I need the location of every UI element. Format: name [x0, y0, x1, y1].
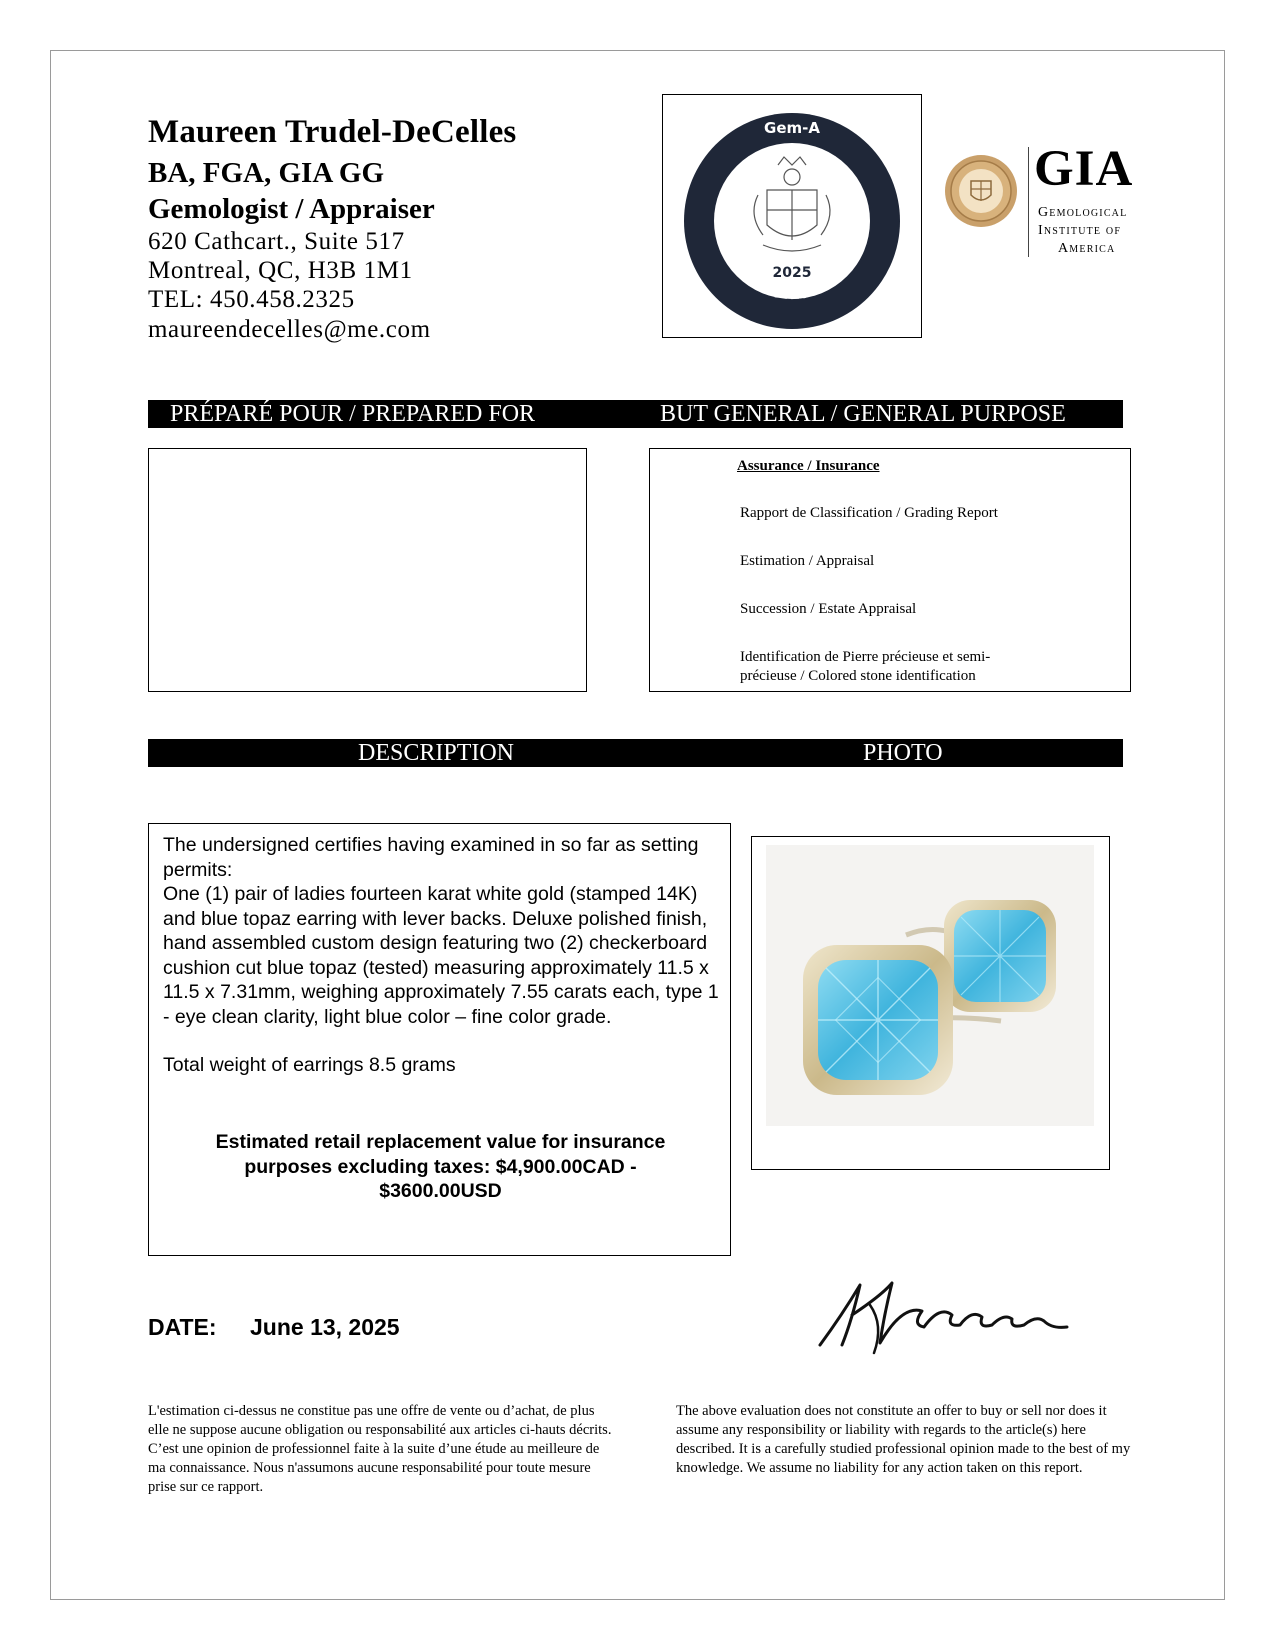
- gia-name-line-3: America: [1058, 241, 1116, 256]
- general-purpose-heading: BUT GENERAL / GENERAL PURPOSE: [660, 401, 1066, 427]
- section-bar-description-photo: [148, 739, 1123, 767]
- date-label: DATE:: [148, 1314, 217, 1340]
- appraiser-role: Gemologist / Appraiser: [148, 193, 435, 225]
- general-purpose-box: [649, 448, 1131, 692]
- section-bar-prepared-purpose: [148, 400, 1123, 428]
- purpose-item: Rapport de Classification / Grading Report: [740, 505, 998, 521]
- photo-box: [751, 836, 1110, 1170]
- description-intro: The undersigned certifies having examined in so far as setting permits:: [163, 834, 699, 881]
- description-heading: DESCRIPTION: [358, 740, 515, 766]
- appraiser-address-line-2: Montreal, QC, H3B 1M1: [148, 257, 413, 284]
- description-body: One (1) pair of ladies fourteen karat white gold (stamped 14K) and blue topaz earring with lever backs. Deluxe polished finish, hand assembled custom design featuring two (2) checkerboard cushion cut blue topaz (tested) measuring approximately 11.5 x 11.5 x 7.31mm, weighing approximately 7.55 carats each, type 1 - eye clean clarity, light blue color – fine color grade.: [163, 883, 719, 1028]
- gema-fga-member-logo: [662, 94, 922, 338]
- purpose-item: Identification de Pierre précieuse et semi-: [740, 649, 991, 665]
- gia-divider: [1028, 147, 1029, 257]
- purpose-item: précieuse / Colored stone identification: [740, 668, 976, 684]
- prepared-for-heading: PRÉPARÉ POUR / PREPARED FOR: [170, 401, 536, 427]
- gia-abbreviation: GIA: [1034, 141, 1134, 197]
- description-box: [148, 823, 731, 1256]
- appraiser-credentials: BA, FGA, GIA GG: [148, 157, 385, 189]
- gema-badge-icon: [663, 95, 921, 337]
- gia-name-line-2: Institute of: [1038, 223, 1122, 238]
- purpose-heading: Assurance / Insurance: [737, 458, 880, 474]
- appraiser-name: Maureen Trudel-DeCelles: [148, 114, 517, 150]
- date-value: June 13, 2025: [250, 1314, 400, 1340]
- prepared-for-box: [148, 448, 587, 692]
- gema-bottom-text: FGA MEMBER: [730, 261, 854, 304]
- gema-year-text: 2025: [772, 265, 812, 281]
- appraiser-address-line-1: 620 Cathcart., Suite 517: [148, 228, 405, 255]
- disclaimer-french: L'estimation ci-dessus ne constitue pas une offre de vente ou d’achat, de plus elle ne suppose aucune obligation ou responsabilité aux articles ci-hauts décrits. C’est une opinion de professionnel faite à la suite d’une étude au meilleure de ma connaissance. Nous n'assumons aucune responsabilité pour toute mesure prise sur ce rapport.: [148, 1403, 612, 1495]
- disclaimer-english: The above evaluation does not constitute an offer to buy or sell nor does it assume any responsibility or liability with regards to the article(s) here described. It is a carefully studied professional opinion made to the best of my knowledge. We assume no liability for any action taken on this report.: [676, 1403, 1131, 1476]
- purpose-item: Estimation / Appraisal: [740, 553, 875, 569]
- photo-heading: PHOTO: [863, 740, 943, 766]
- blue-topaz-earrings-image: [766, 845, 1094, 1126]
- appraiser-phone: TEL: 450.458.2325: [148, 286, 355, 313]
- appraiser-email[interactable]: maureendecelles@me.com: [148, 316, 431, 343]
- description-total-weight: Total weight of earrings 8.5 grams: [163, 1054, 456, 1076]
- gema-top-text: Gem-A: [764, 119, 820, 137]
- gia-name-line-1: Gemological: [1038, 205, 1128, 220]
- estimated-value: Estimated retail replacement value for insurance purposes excluding taxes: $4,900.00CAD - $3600.00USD: [215, 1131, 666, 1202]
- earrings-photo: [766, 845, 1094, 1126]
- gia-seal-icon: [943, 153, 1019, 229]
- purpose-item: Succession / Estate Appraisal: [740, 601, 917, 617]
- appraiser-signature: [812, 1275, 1072, 1355]
